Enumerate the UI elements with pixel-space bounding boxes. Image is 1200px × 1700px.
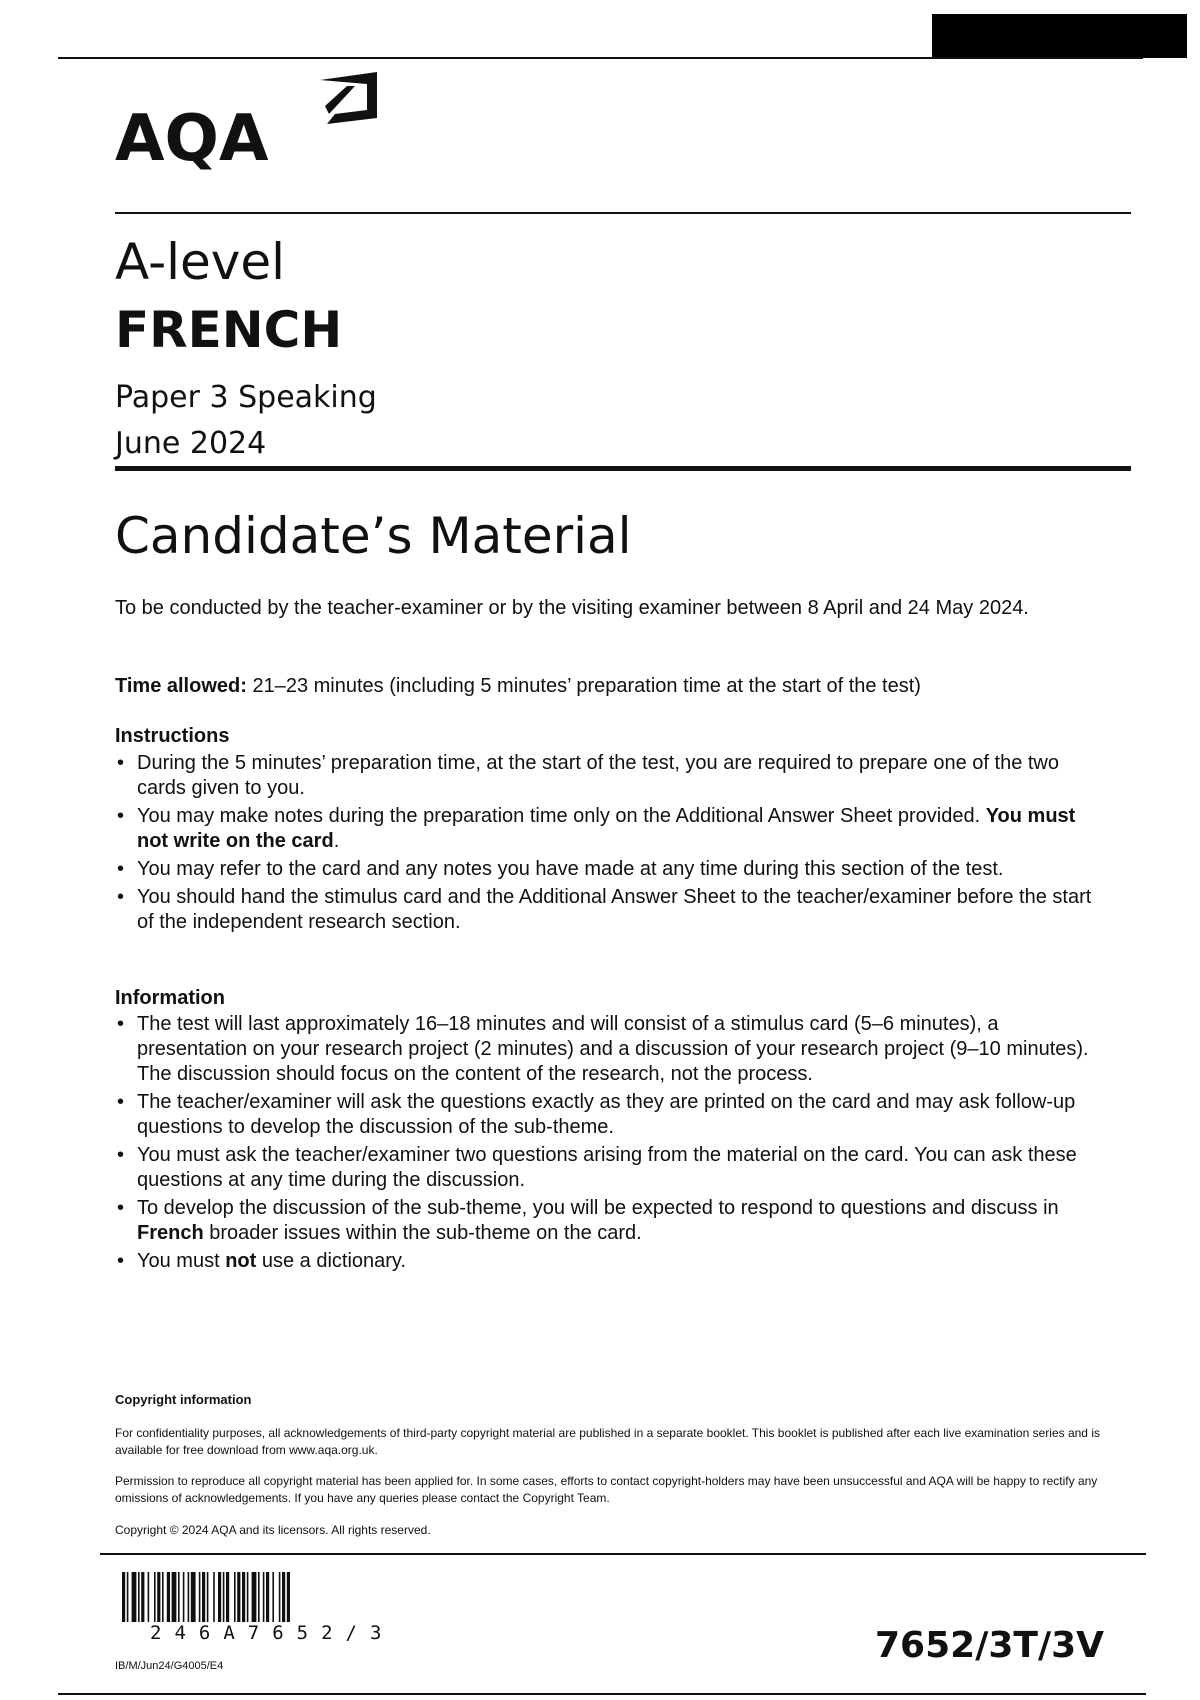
bottom-rule bbox=[58, 1693, 1146, 1695]
information-item: • You must not use a dictionary. bbox=[115, 1249, 1100, 1274]
barcode-bar bbox=[183, 1572, 185, 1622]
barcode-bar bbox=[162, 1572, 164, 1622]
barcode-bar bbox=[258, 1572, 260, 1622]
redaction-box bbox=[932, 14, 1187, 58]
barcode-bar bbox=[234, 1572, 236, 1622]
barcode-bar bbox=[266, 1572, 269, 1622]
barcode-bar bbox=[148, 1572, 150, 1622]
information-heading: Information bbox=[115, 987, 225, 1009]
instructions-list bbox=[115, 751, 1100, 938]
barcode-bar bbox=[172, 1572, 177, 1622]
barcode-bar bbox=[141, 1572, 144, 1622]
barcode-bar bbox=[202, 1572, 205, 1622]
document-reference: IB/M/Jun24/G4005/E4 bbox=[115, 1660, 224, 1672]
instruction-item: • You may make notes during the preparation time only on the Additional Answer Sheet provided. You must not write on the card. bbox=[115, 804, 1100, 854]
barcode-bar bbox=[287, 1572, 290, 1622]
information-item: • The test will last approximately 16–18 minutes and will consist of a stimulus card (5–6 minutes), a presentation on your research project (2 minutes) and a discussion of your research project (9–10 minutes). The discussion should focus on the content of the research, not the process. bbox=[115, 1012, 1100, 1087]
time-allowed-value: 21–23 minutes (including 5 minutes’ preparation time at the start of the test) bbox=[246, 675, 921, 697]
information-item: • You must ask the teacher/examiner two questions arising from the material on the card. You can ask these questions at any time during the discussion. bbox=[115, 1143, 1100, 1193]
header-rule bbox=[115, 212, 1131, 214]
paper-code: 7652/3T/3V bbox=[875, 1625, 1105, 1666]
instruction-item: • You may refer to the card and any notes you have made at any time during this section of the test. bbox=[115, 857, 1100, 882]
copyright-heading: Copyright information bbox=[115, 1392, 252, 1407]
footer-rule bbox=[100, 1553, 1146, 1555]
barcode-bar bbox=[252, 1572, 257, 1622]
barcode bbox=[122, 1572, 452, 1622]
barcode-bar bbox=[127, 1572, 129, 1622]
copyright-notice: Copyright © 2024 AQA and its licensors. All rights reserved. bbox=[115, 1523, 431, 1537]
exam-date: June 2024 bbox=[115, 426, 267, 461]
barcode-bar bbox=[226, 1572, 229, 1622]
copyright-permission: Permission to reproduce all copyright material has been applied for. In some cases, efforts to contact copyright-holders may have been unsuccessful and AQA will be happy to rectify any omissions of acknowledgements. If you have any queries please contact the Copyright Team. bbox=[115, 1474, 1098, 1505]
instruction-item: • You should hand the stimulus card and the Additional Answer Sheet to the teacher/examiner before the start of the independent research section. bbox=[115, 885, 1100, 935]
barcode-bar bbox=[154, 1572, 156, 1622]
barcode-bar bbox=[263, 1572, 265, 1622]
barcode-bar bbox=[282, 1572, 285, 1622]
barcode-bar bbox=[237, 1572, 240, 1622]
barcode-bar bbox=[138, 1572, 140, 1622]
information-item: • The teacher/examiner will ask the questions exactly as they are printed on the card and may ask follow-up questions to develop the discussion of the sub-theme. bbox=[115, 1090, 1100, 1140]
subject-title: FRENCH bbox=[115, 301, 343, 359]
barcode-bar bbox=[213, 1572, 215, 1622]
barcode-bar bbox=[188, 1572, 190, 1622]
barcode-bar bbox=[191, 1572, 196, 1622]
barcode-bar bbox=[272, 1572, 274, 1622]
paper-title: Paper 3 Speaking bbox=[115, 380, 377, 415]
material-title: Candidate’s Material bbox=[115, 507, 632, 565]
barcode-bar bbox=[223, 1572, 225, 1622]
copyright-confidentiality: For confidentiality purposes, all acknowledgements of third-party copyright material are published in a separate booklet. This booklet is published after each live examination series and is available for free download from www.aqa.org.uk. bbox=[115, 1426, 1100, 1457]
time-allowed bbox=[115, 674, 1095, 699]
barcode-bar bbox=[199, 1572, 201, 1622]
conduct-statement: To be conducted by the teacher-examiner or by the visiting examiner between 8 April and 24 May 2024. bbox=[115, 597, 1029, 619]
time-allowed-label: Time allowed: bbox=[115, 675, 247, 697]
barcode-bar bbox=[167, 1572, 170, 1622]
qualification-level: A-level bbox=[115, 233, 286, 291]
instructions-heading: Instructions bbox=[115, 725, 230, 747]
barcode-bar bbox=[178, 1572, 180, 1622]
barcode-bar bbox=[279, 1572, 281, 1622]
information-list bbox=[115, 1012, 1100, 1277]
aqa-logo bbox=[115, 70, 380, 170]
barcode-bar bbox=[132, 1572, 137, 1622]
top-rule bbox=[58, 57, 1143, 59]
information-item: • To develop the discussion of the sub-theme, you will be expected to respond to questions and discuss in French broader issues within the sub-theme on the card. bbox=[115, 1196, 1100, 1246]
instruction-item: • During the 5 minutes’ preparation time, at the start of the test, you are required to prepare one of the two cards given to you. bbox=[115, 751, 1100, 801]
thick-rule bbox=[115, 466, 1131, 471]
barcode-bar bbox=[247, 1572, 249, 1622]
svg-text:AQA: AQA bbox=[115, 102, 269, 170]
barcode-bar bbox=[218, 1572, 221, 1622]
barcode-bar bbox=[122, 1572, 125, 1622]
barcode-bar bbox=[207, 1572, 209, 1622]
barcode-bar bbox=[157, 1572, 160, 1622]
barcode-bar bbox=[242, 1572, 245, 1622]
barcode-number: 246A7652/3 bbox=[150, 1622, 395, 1644]
